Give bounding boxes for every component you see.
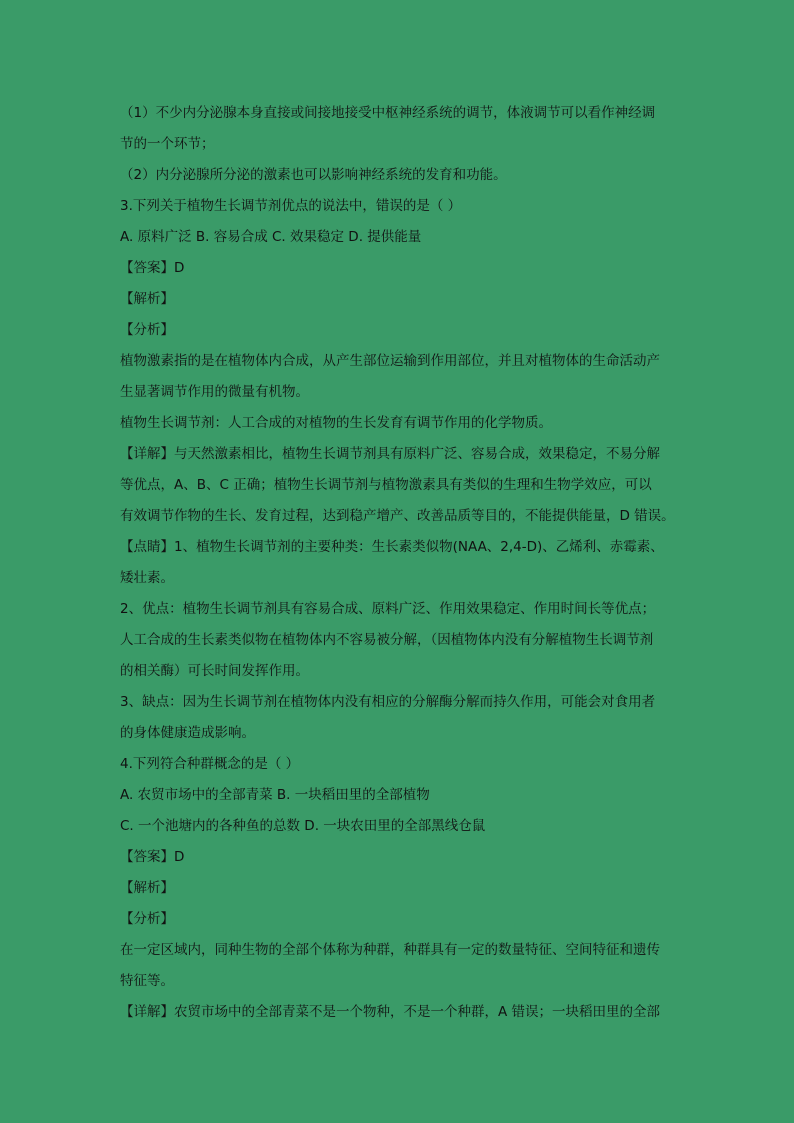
text-line: 节的一个环节；	[120, 136, 215, 152]
text-line: 特征等。	[120, 973, 174, 989]
text-line: 人工合成的生长素类似物在植物体内不容易被分解，（因植物体内没有分解植物生长调节剂	[120, 632, 654, 648]
tip-paragraph: 【点睛】1、植物生长调节剂的主要种类：生长素类似物(NAA、2,4-D)、乙烯利、赤霉素、	[120, 539, 664, 555]
answer-label: 【答案】D	[120, 849, 185, 865]
text-line: 等优点，A、B、C 正确；植物生长调节剂与植物激素具有类似的生理和生物学效应，可以	[120, 477, 652, 493]
analysis-label: 【解析】	[120, 880, 174, 896]
text-line: （2）内分泌腺所分泌的激素也可以影响神经系统的发育和功能。	[120, 167, 507, 183]
question-3-options: A. 原料广泛 B. 容易合成 C. 效果稳定 D. 提供能量	[120, 229, 422, 245]
question-4-options-ab: A. 农贸市场中的全部青菜 B. 一块稻田里的全部植物	[120, 787, 430, 803]
detail-paragraph: 【详解】农贸市场中的全部青菜不是一个物种，不是一个种群，A 错误；一块稻田里的全部	[120, 1004, 661, 1020]
text-line: 的相关酶）可长时间发挥作用。	[120, 663, 309, 679]
question-4-stem: 4.下列符合种群概念的是（ ）	[120, 756, 300, 772]
detail-paragraph: 【详解】与天然激素相比，植物生长调节剂具有原料广泛、容易合成，效果稳定，不易分解	[120, 446, 660, 462]
text-line: 2、优点：植物生长调节剂具有容易合成、原料广泛、作用效果稳定、作用时间长等优点；	[120, 601, 656, 617]
text-line: 植物激素指的是在植物体内合成，从产生部位运输到作用部位，并且对植物体的生命活动产	[120, 353, 660, 369]
page-content	[120, 98, 680, 1028]
text-line: 3、缺点：因为生长调节剂在植物体内没有相应的分解酶分解而持久作用，可能会对食用者	[120, 694, 656, 710]
answer-label: 【答案】D	[120, 260, 185, 276]
text-line: 植物生长调节剂：人工合成的对植物的生长发育有调节作用的化学物质。	[120, 415, 552, 431]
question-4-options-cd: C. 一个池塘内的各种鱼的总数 D. 一块农田里的全部黑线仓鼠	[120, 818, 486, 834]
analysis-heading: 【分析】	[120, 911, 174, 927]
analysis-heading: 【分析】	[120, 322, 174, 338]
text-line: 矮壮素。	[120, 570, 174, 586]
text-line: （1）不少内分泌腺本身直接或间接地接受中枢神经系统的调节，体液调节可以看作神经调	[120, 105, 656, 121]
text-line: 的身体健康造成影响。	[120, 725, 255, 741]
question-3-stem: 3.下列关于植物生长调节剂优点的说法中，错误的是（ ）	[120, 198, 462, 214]
text-line: 在一定区域内，同种生物的全部个体称为种群，种群具有一定的数量特征、空间特征和遗传	[120, 942, 660, 958]
analysis-label: 【解析】	[120, 291, 174, 307]
text-line: 生显著调节作用的微量有机物。	[120, 384, 309, 400]
text-line: 有效调节作物的生长、发育过程，达到稳产增产、改善品质等目的，不能提供能量，D 错误。	[120, 508, 675, 524]
